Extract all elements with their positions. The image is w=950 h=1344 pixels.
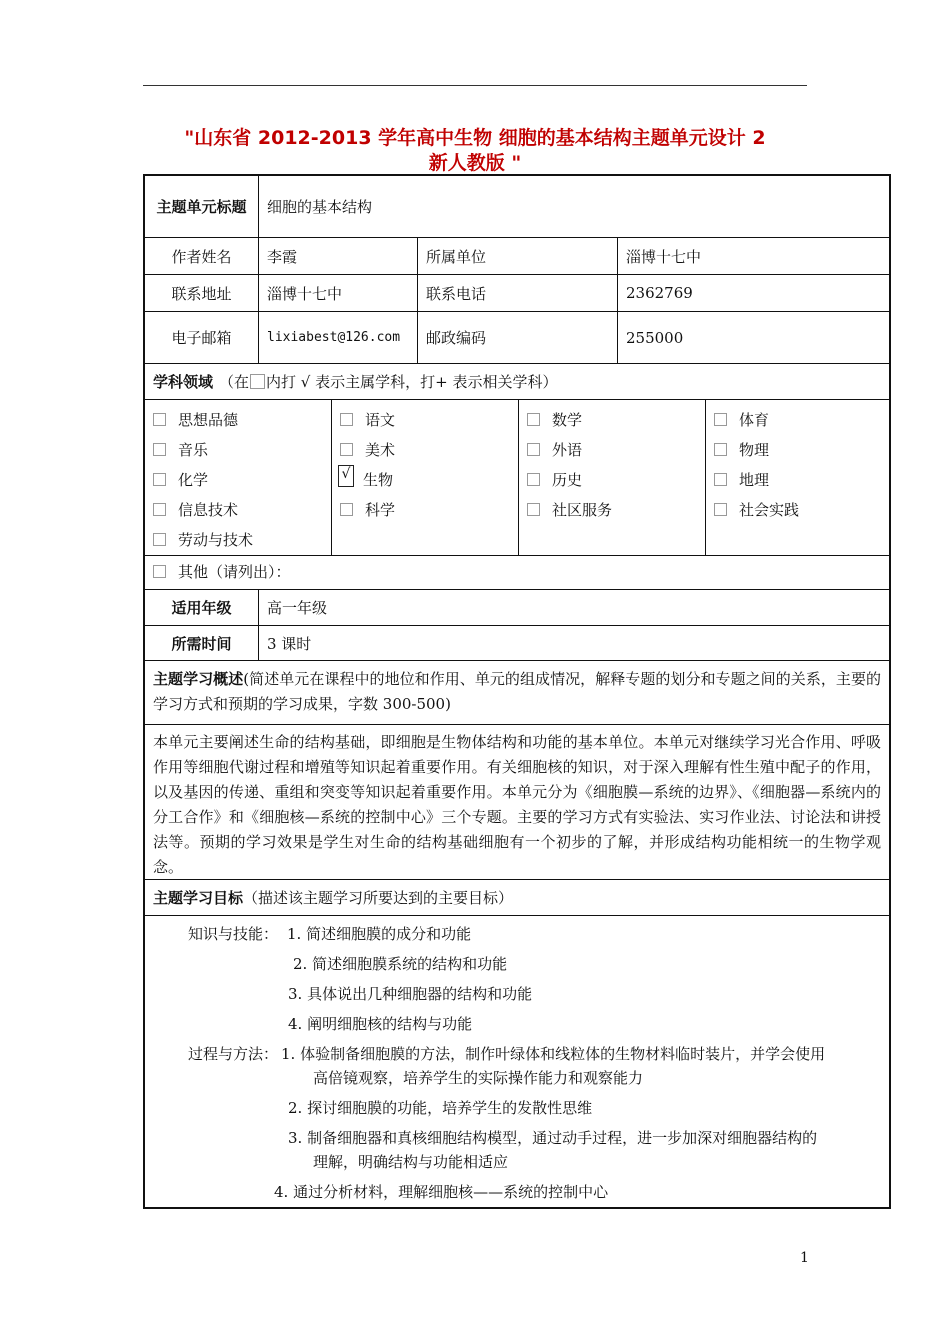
author-label: 作者姓名 <box>145 238 259 274</box>
goals-hint: （描述该主题学习所要达到的主要目标） <box>243 889 514 907</box>
subject-column-3 <box>519 400 706 555</box>
subject-item-label: 科学 <box>365 500 396 519</box>
theme-value: 细胞的基本结构 <box>267 198 373 216</box>
subject-item[interactable] <box>145 494 331 524</box>
overview-hint: (简述单元在课程中的地位和作用、单元的组成情况，解释专题的划分和专题之间的关系，主要的学习方式和预期的学习成果，字数 300-500) <box>153 670 881 713</box>
subject-column-4 <box>706 400 889 555</box>
unit-value: 淄博十七中 <box>626 247 702 266</box>
subject-item[interactable] <box>519 464 705 494</box>
process-item: 4. 通过分析材料，理解细胞核——系统的控制中心 <box>274 1183 609 1201</box>
row-time <box>145 626 889 661</box>
row-overview-header <box>145 661 889 725</box>
subject-item-label: 社会实践 <box>739 500 800 519</box>
subject-column-2 <box>332 400 519 555</box>
subject-item-biology[interactable] <box>332 464 518 494</box>
header-rule <box>143 85 807 86</box>
subject-other[interactable] <box>145 556 291 586</box>
subject-item-label: 美术 <box>365 440 396 459</box>
checkbox-icon[interactable] <box>153 413 166 426</box>
subject-item[interactable] <box>332 404 518 434</box>
time-value: 3 课时 <box>267 634 312 653</box>
subject-item-label: 劳动与技术 <box>178 530 254 549</box>
row-other <box>145 556 889 590</box>
overview-body: 本单元主要阐述生命的结构基础，即细胞是生物体结构和功能的基本单位。本单元对继续学习光合作用、呼吸作用等细胞代谢过程和增殖等知识起着重要作用。有关细胞核的知识，对于深入理解有性生殖中配子的作用，以及基因的传递、重组和突变等知识起着重要作用。本单元分为《细胞膜—系统的边界》、《细胞器—系统内的分工合作》和《细胞核—系统的控制中心》三个专题。主要的学习方式有实验法、实习作业法、讨论法和讲授法等。预期的学习效果是学生对生命的结构基础细胞有一个初步的了解，并形成结构功能相统一的生物学观念。 <box>153 733 881 876</box>
subject-item[interactable] <box>145 404 331 434</box>
page-number: 1 <box>800 1250 809 1266</box>
knowledge-item: 2. 简述细胞膜系统的结构和功能 <box>293 955 508 973</box>
subject-item-label: 社区服务 <box>552 500 613 519</box>
phone-value: 2362769 <box>626 284 693 302</box>
author-value: 李霞 <box>259 238 418 274</box>
unit-design-table <box>143 174 891 1209</box>
checkbox-icon[interactable] <box>714 413 727 426</box>
checkbox-icon[interactable] <box>714 443 727 456</box>
subject-item[interactable] <box>519 434 705 464</box>
phone-label: 联系电话 <box>418 275 618 311</box>
checkbox-icon[interactable] <box>340 443 353 456</box>
checkbox-icon[interactable] <box>153 443 166 456</box>
goals-header <box>145 880 889 915</box>
email-label: 电子邮箱 <box>145 312 259 363</box>
email-value: lixiabest@126.com <box>259 312 418 363</box>
subject-other-label: 其他（请列出）： <box>178 562 291 581</box>
address-label: 联系地址 <box>145 275 259 311</box>
process-item: 3. 制备细胞器和真核细胞结构模型，通过动手过程，进一步加深对细胞器结构的 <box>288 1129 818 1147</box>
subject-note-post: 内打 √ 表示主属学科，打+ 表示相关学科） <box>266 373 558 391</box>
subject-item-label: 外语 <box>552 440 583 459</box>
checkbox-icon[interactable] <box>714 473 727 486</box>
row-email <box>145 312 889 364</box>
checkbox-icon[interactable] <box>340 413 353 426</box>
unit-label: 所属单位 <box>418 238 618 274</box>
subject-item-label: 音乐 <box>178 440 209 459</box>
knowledge-label: 知识与技能： <box>188 925 279 943</box>
checkbox-icon[interactable] <box>527 473 540 486</box>
subject-item[interactable] <box>706 494 889 524</box>
subject-item-label: 物理 <box>739 440 770 459</box>
subject-header <box>145 364 889 399</box>
subject-item[interactable] <box>145 464 331 494</box>
row-grade <box>145 590 889 626</box>
subject-item[interactable] <box>145 434 331 464</box>
subject-item-label: 信息技术 <box>178 500 239 519</box>
subject-item-label: 生物 <box>363 470 394 489</box>
process-item-continued: 高倍镜观察，培养学生的实际操作能力和观察能力 <box>313 1069 644 1087</box>
subject-item-label: 数学 <box>552 410 583 429</box>
postcode-label: 邮政编码 <box>418 312 618 363</box>
process-label: 过程与方法： <box>188 1045 279 1063</box>
checkbox-icon[interactable] <box>527 443 540 456</box>
subject-item[interactable] <box>519 494 705 524</box>
row-goals-body <box>145 916 889 1207</box>
checked-checkbox-icon[interactable]: √ <box>338 465 354 487</box>
subject-column-1 <box>145 400 332 555</box>
process-item: 1. 体验制备细胞膜的方法，制作叶绿体和线粒体的生物材料临时装片，并学会使用 <box>281 1045 826 1063</box>
row-goals-header <box>145 880 889 916</box>
grade-label: 适用年级 <box>145 590 259 625</box>
postcode-value: 255000 <box>626 328 684 347</box>
checkbox-icon[interactable] <box>527 413 540 426</box>
subject-item-label: 化学 <box>178 470 209 489</box>
subject-item-label: 地理 <box>739 470 770 489</box>
knowledge-item: 1. 简述细胞膜的成分和功能 <box>287 925 472 943</box>
address-value: 淄博十七中 <box>259 275 418 311</box>
subject-label: 学科领域 <box>153 373 214 391</box>
subject-item[interactable] <box>706 464 889 494</box>
goals-body <box>145 916 889 1207</box>
checkbox-icon[interactable] <box>714 503 727 516</box>
subject-grid <box>145 400 889 556</box>
subject-item-label: 历史 <box>552 470 583 489</box>
title-line-2: 新人教版 " <box>428 152 522 174</box>
grade-value: 高一年级 <box>267 599 328 617</box>
subject-item[interactable] <box>519 404 705 434</box>
subject-item-label: 语文 <box>365 410 396 429</box>
checkbox-icon[interactable] <box>340 503 353 516</box>
row-address <box>145 275 889 312</box>
row-overview-body <box>145 725 889 880</box>
process-item: 2. 探讨细胞膜的功能，培养学生的发散性思维 <box>288 1099 593 1117</box>
checkbox-icon[interactable] <box>153 473 166 486</box>
goals-label: 主题学习目标 <box>153 889 244 907</box>
time-label: 所需时间 <box>145 626 259 660</box>
subject-item[interactable] <box>332 434 518 464</box>
subject-item-label: 思想品德 <box>178 410 239 429</box>
row-theme <box>145 176 889 238</box>
subject-item[interactable] <box>706 404 889 434</box>
title-line-1: "山东省 2012-2013 学年高中生物 细胞的基本结构主题单元设计 2 <box>184 127 766 149</box>
subject-item[interactable] <box>706 434 889 464</box>
row-author <box>145 238 889 275</box>
checkbox-sample-icon <box>250 374 265 389</box>
checkbox-icon[interactable] <box>153 565 166 578</box>
subject-item-label: 体育 <box>739 410 770 429</box>
subject-item[interactable] <box>332 494 518 524</box>
overview-label: 主题学习概述 <box>153 670 244 688</box>
checkbox-icon[interactable] <box>153 503 166 516</box>
checkbox-icon[interactable] <box>153 533 166 546</box>
knowledge-item: 3. 具体说出几种细胞器的结构和功能 <box>288 985 533 1003</box>
knowledge-item: 4. 阐明细胞核的结构与功能 <box>288 1015 473 1033</box>
row-subject-header <box>145 364 889 400</box>
document-title <box>100 126 850 176</box>
subject-item[interactable] <box>145 524 331 554</box>
overview-header <box>145 661 889 724</box>
checkbox-icon[interactable] <box>527 503 540 516</box>
process-item-continued: 理解，明确结构与功能相适应 <box>313 1153 509 1171</box>
theme-label: 主题单元标题 <box>145 176 259 237</box>
subject-note-pre: （在 <box>219 373 250 391</box>
